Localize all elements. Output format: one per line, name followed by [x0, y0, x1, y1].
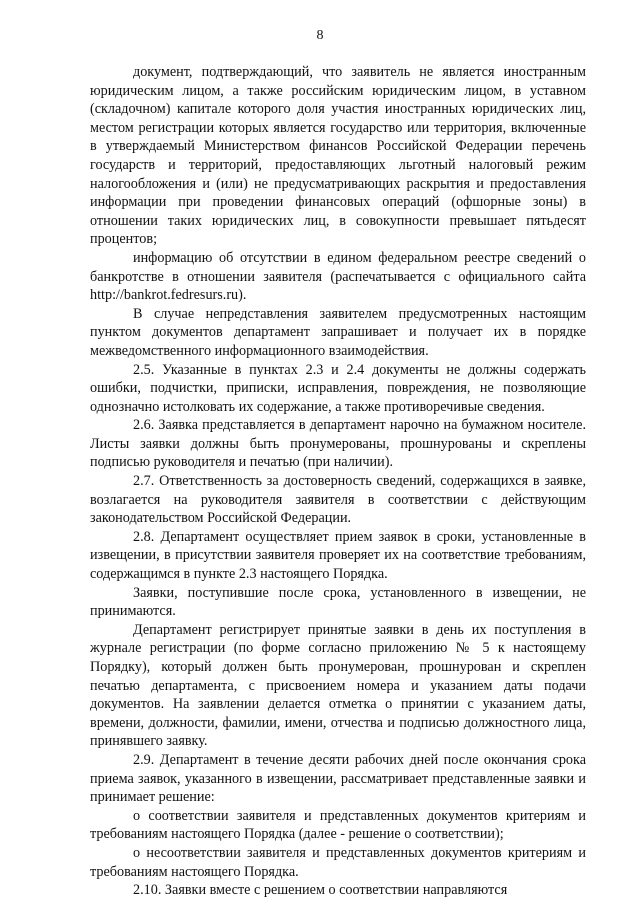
paragraph-2-7: 2.7. Ответственность за достоверность сведений, содержащихся в заявке, возлагается на руководителя заявителя в соответствии с действующим законодательством Российской Федерации. [90, 473, 586, 527]
paragraph-registration: Департамент регистрирует принятые заявки в день их поступления в журнале регистрации (по форме согласно приложению № 5 к настоящему Порядку), который должен быть пронумерован, прошнурован и скреплен печатью департамента, с присвоением номера и указанием даты подачи документов. На заявлении делается отметка о принятии с указанием даты, времени, должности, фамилии, имени, отчества и подписью должностного лица, принявшего заявку. [90, 621, 586, 750]
paragraph-2-5: 2.5. Указанные в пунктах 2.3 и 2.4 документы не должны содержать ошибки, подчистки, приписки, исправления, повреждения, не позволяющие однозначно истолковать их содержание, а также противоречивые сведения. [90, 361, 586, 415]
paragraph-2-10: 2.10. Заявки вместе с решением о соответствии направляются [133, 882, 508, 899]
paragraph-document-foreign-entity: документ, подтверждающий, что заявитель не является иностранным юридическим лицом, а также российским юридическим лицом, в уставном (складочном) капитале которого доля участия иностранных юридических лиц, местом регистрации которых является государство или территория, включенные в утверждаемый Министерством финансов Российской Федерации перечень государств и территорий, предоставляющих льготный налоговый режим налогообложения и (или) не предусматривающих раскрытия и предоставления информации при проведении финансовых операций (офшорные зоны) в отношении таких юридических лиц, в совокупности превышает пятьдесят процентов; [90, 64, 586, 248]
paragraph-2-6: 2.6. Заявка представляется в департамент нарочно на бумажном носителе. Листы заявки должны быть пронумерованы, прошнурованы и скреплены подписью руководителя и печатью (при наличии). [90, 417, 586, 471]
paragraph-compliance-decision: о соответствии заявителя и представленных документов критериям и требованиям настоящего Порядка (далее - решение о соответствии); [90, 807, 586, 843]
paragraph-2-9: 2.9. Департамент в течение десяти рабочих дней после окончания срока приема заявок, указанного в извещении, рассматривает представленные заявки и принимает решение: [90, 751, 586, 806]
paragraph-2-8: 2.8. Департамент осуществляет прием заявок в сроки, установленные в извещении, в присутствии заявителя проверяет их на соответствие требованиям, содержащимся в пункте 2.3 настоящего Порядка. [90, 528, 586, 583]
page-number: 8 [316, 28, 324, 43]
paragraph-non-submission: В случае непредставления заявителем предусмотренных настоящим пунктом документов департамент запрашивает и получает их в порядке межведомственного информационного взаимодействия. [90, 305, 586, 359]
paragraph-noncompliance-decision: о несоответствии заявителя и представленных документов критериям и требованиям настоящего Порядка. [90, 844, 586, 880]
document-text [90, 63, 586, 900]
paragraph-bankruptcy-info: информацию об отсутствии в едином федеральном реестре сведений о банкротстве в отношении заявителя (распечатывается с официального сайта http://bankrot.fedresurs.ru). [90, 249, 586, 304]
paragraph-late-applications: Заявки, поступившие после срока, установленного в извещении, не принимаются. [90, 584, 586, 620]
